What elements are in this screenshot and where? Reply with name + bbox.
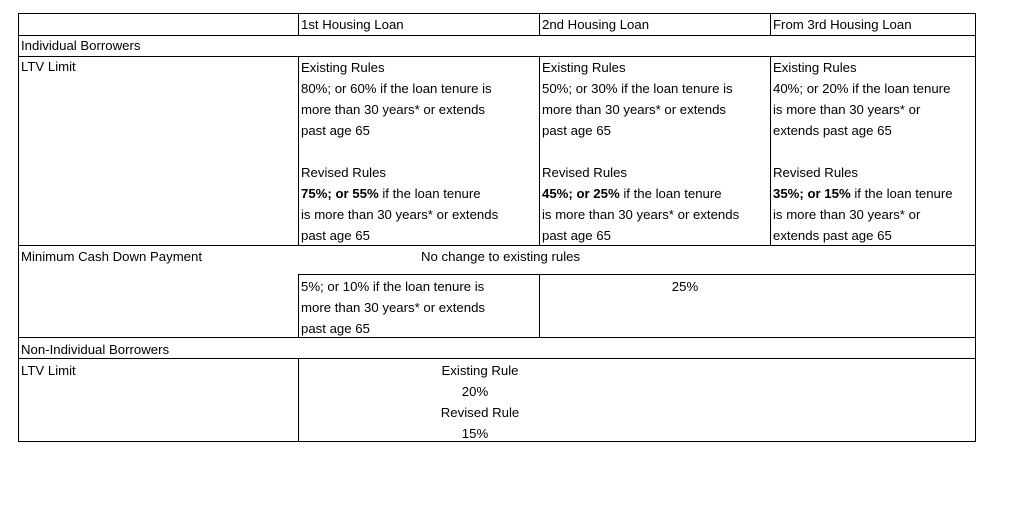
col1-revised-line: is more than 30 years* or extends — [301, 207, 499, 222]
col1-revised-label: Revised Rules — [301, 165, 387, 180]
col1-revised-rest: if the loan tenure — [378, 186, 481, 201]
non-individual-existing-label: Existing Rule — [441, 363, 519, 378]
cash-col1-line: more than 30 years* or extends — [301, 300, 485, 315]
row-label-cash-down-payment: Minimum Cash Down Payment — [21, 249, 203, 264]
grid-line-cash-note — [298, 274, 976, 275]
col1-existing-label: Existing Rules — [301, 60, 385, 75]
col1-existing-line: past age 65 — [301, 123, 370, 138]
col1-revised-line — [301, 183, 481, 204]
grid-line-col1-non — [298, 358, 299, 441]
col2-existing-line: more than 30 years* or extends — [542, 102, 726, 117]
grid-line-col1-header — [298, 13, 299, 35]
col3-existing-line: 40%; or 20% if the loan tenure — [773, 81, 951, 96]
col1-revised-percent: 75%; or 55% — [301, 186, 379, 201]
header-3rd-housing-loan: From 3rd Housing Loan — [773, 17, 912, 32]
header-1st-housing-loan: 1st Housing Loan — [301, 17, 404, 32]
section-non-individual-borrowers: Non-Individual Borrowers — [21, 342, 170, 357]
row-label-ltv-limit-non-individual: LTV Limit — [21, 363, 76, 378]
grid-line-col3-ltv — [770, 56, 771, 245]
col2-revised-percent: 45%; or 25% — [542, 186, 620, 201]
col3-revised-label: Revised Rules — [773, 165, 859, 180]
col2-revised-label: Revised Rules — [542, 165, 628, 180]
col3-existing-line: is more than 30 years* or — [773, 102, 921, 117]
col3-revised-percent: 35%; or 15% — [773, 186, 851, 201]
grid-line-col2-ltv — [539, 56, 540, 245]
col1-existing-line: more than 30 years* or extends — [301, 102, 485, 117]
col2-revised-line — [542, 183, 722, 204]
cash-col1-line: 5%; or 10% if the loan tenure is — [301, 279, 485, 294]
col2-existing-label: Existing Rules — [542, 60, 626, 75]
col2-revised-line: past age 65 — [542, 228, 611, 243]
grid-line-right — [975, 13, 976, 442]
col1-existing-line: 80%; or 60% if the loan tenure is — [301, 81, 492, 96]
non-individual-revised-label: Revised Rule — [440, 405, 520, 420]
header-2nd-housing-loan: 2nd Housing Loan — [542, 17, 650, 32]
grid-line-col1-ltv — [298, 56, 299, 245]
row-label-ltv-limit: LTV Limit — [21, 59, 76, 74]
non-individual-revised-value: 15% — [461, 426, 489, 441]
grid-line-header — [18, 35, 976, 36]
col3-existing-label: Existing Rules — [773, 60, 857, 75]
col2-existing-line: past age 65 — [542, 123, 611, 138]
cash-col1-line: past age 65 — [301, 321, 370, 336]
section-individual-borrowers: Individual Borrowers — [21, 38, 141, 53]
col1-revised-line: past age 65 — [301, 228, 370, 243]
col3-revised-rest: if the loan tenure — [850, 186, 953, 201]
cash-no-change-note: No change to existing rules — [421, 249, 581, 264]
col3-revised-line — [773, 183, 953, 204]
col2-revised-line: is more than 30 years* or extends — [542, 207, 740, 222]
grid-line-col2-header — [539, 13, 540, 35]
cash-col23-value: 25% — [671, 279, 699, 294]
grid-line-cash-end — [18, 337, 976, 338]
grid-line-left — [18, 13, 19, 442]
grid-line-col3-header — [770, 13, 771, 35]
col2-revised-rest: if the loan tenure — [619, 186, 722, 201]
col2-existing-line: 50%; or 30% if the loan tenure is — [542, 81, 733, 96]
col3-existing-line: extends past age 65 — [773, 123, 892, 138]
col3-revised-line: extends past age 65 — [773, 228, 892, 243]
non-individual-existing-value: 20% — [461, 384, 489, 399]
grid-line-col1-cash — [298, 274, 299, 337]
col3-revised-line: is more than 30 years* or — [773, 207, 921, 222]
